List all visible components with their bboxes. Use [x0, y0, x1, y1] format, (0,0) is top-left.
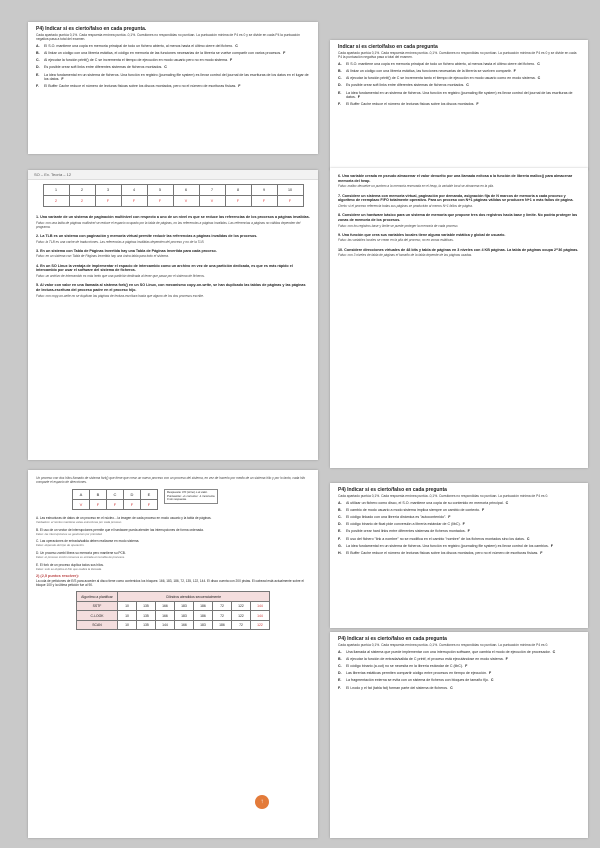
option-text — [346, 650, 580, 654]
vf-answer-table — [72, 489, 158, 510]
answer-explanation: Falso: solo se duplica el hilo que realiza la llamada. — [36, 566, 102, 571]
option-item — [338, 657, 580, 661]
option-item — [338, 501, 580, 505]
option-answer: F — [482, 508, 485, 513]
answer-explanation: Falso: con una tabla de páginas multinivel se reduce el espacio ocupado por la tabla de páginas, no las referencias a páginas invalidas. Las referencias a páginas no válidas dependen del programa. — [36, 220, 301, 229]
option-letter: C. — [338, 664, 342, 669]
scoring-legend — [164, 489, 218, 504]
table-cell: 10 — [118, 611, 137, 621]
option-statement: El i-nodo y el fat (tabla fat) forman parte del sistema de ficheros. — [346, 685, 449, 690]
viewer-toolbar[interactable]: SO – Ex. Teoría – 12 — [28, 170, 318, 180]
option-statement: El código binario (a.out) no se necesita en la librería estándar de C (libC). — [346, 664, 464, 669]
option-letter: G. — [338, 543, 342, 548]
option-item — [338, 664, 580, 668]
option-item — [36, 44, 310, 48]
grid-number: 10 — [277, 185, 303, 196]
answer-explanation: Falso: depende del tipo de operación. — [36, 543, 85, 548]
option-statement: Es posible crear soft links entre diferentes sistemas de ficheros montados. — [346, 83, 465, 88]
options-list — [338, 501, 580, 555]
option-item — [338, 102, 580, 106]
answer-explanation: Falso: las variables locales se crean en la pila del proceso, no en zonas estáticas. — [338, 238, 454, 243]
option-text — [44, 44, 310, 48]
option-letter: F. — [338, 536, 341, 541]
option-text — [44, 65, 310, 69]
option-answer: F — [462, 522, 465, 527]
table-cell: 10 — [118, 620, 137, 630]
option-answer: C — [450, 685, 453, 690]
options-list — [36, 44, 310, 88]
option-statement: Al ejecutar la función de entrada/salida de C printf, el proceso está ejecutándose en modo sistema. — [346, 657, 504, 662]
option-text — [346, 508, 580, 512]
option-answer: F — [489, 671, 492, 676]
question-text: 2. La TLB es un sistema con paginación y memoria virtual permite reducir las referencias a páginas invalidas de los procesos. — [36, 233, 258, 238]
option-letter: B. — [36, 51, 40, 56]
grid-number: 2 — [69, 185, 95, 196]
option-statement: El Buffer Cache reduce el número de lecturas físicas sobre los discos montados, pero no el número de escrituras físicas. — [44, 84, 237, 89]
option-text — [346, 91, 580, 100]
option-answer: F — [357, 95, 360, 100]
option-answer: F — [505, 657, 508, 662]
table-cell: 122 — [251, 620, 270, 630]
option-text — [346, 657, 580, 661]
question-text: E. El fork de un proceso duplica todos sus hilos. — [36, 562, 104, 567]
table-row — [77, 601, 270, 611]
vf-header: E — [141, 490, 158, 500]
section-title: 2) (2,5 puntos resolver): — [36, 574, 80, 579]
table-cell: 122 — [232, 601, 251, 611]
option-letter: C. — [338, 515, 342, 520]
option-answer: C — [235, 44, 238, 49]
question-text: B. El uso de un vector de interrupciones permite que el hardware pueda atender las interrupciones de forma ordenada. — [36, 527, 204, 532]
option-answer: F — [467, 529, 470, 534]
option-item — [36, 73, 310, 82]
grid-number: 9 — [251, 185, 277, 196]
table-row — [77, 620, 270, 630]
option-statement: Es posible crear soft links entre diferentes sistemas de ficheros montados. — [44, 65, 163, 70]
option-item — [36, 51, 310, 55]
option-answer: C — [505, 501, 509, 506]
option-text — [346, 515, 580, 519]
option-statement: Al linkar un código con una librería estática, el código en memoria de las funciones necesarias de la librería se vuelve compartir con varios procesos. — [44, 51, 282, 56]
table-header: Algoritmo a planificar — [77, 592, 118, 602]
grid-number: 3 — [95, 185, 121, 196]
exam-sheet-1 — [28, 22, 318, 154]
option-statement: La fragmentación externa se evita con un sistema de ficheros con bloques de tamaño fijo. — [346, 678, 489, 683]
option-letter: D. — [338, 83, 342, 88]
answer-explanation: Falso: las interrupciones se gestionan por prioridad. — [36, 531, 103, 536]
option-letter: D. — [36, 65, 40, 70]
question-text: 8. Considere un hardware básico para un sistema de memoria que propone tres dos registros hacia base y límite. No podría proteger las zonas de memoria de los procesos. — [338, 213, 578, 222]
answer-explanation: Falso: en un sistema con Tabla de Páginas Invertida hay una única tabla para todo el sistema. — [36, 254, 169, 259]
question-text: 7. Considere un sistema con memoria virtual, paginación por demanda, asignación fija de N marcos de memoria a cada proceso y algoritmo de reemplazo FIFO totalmente operativo. Para un proceso con N+1 páginas válidas se producen N+1 o más fallos de página. — [338, 193, 574, 203]
option-item — [338, 671, 580, 675]
option-letter: F. — [338, 102, 341, 107]
legend-line: Puntuación: +1 correcta / -1 incorrecta — [167, 493, 215, 498]
vf-header: B — [90, 490, 107, 500]
option-text — [346, 62, 580, 66]
option-answer: F — [238, 84, 241, 89]
option-answer: C — [552, 650, 556, 655]
options-list — [338, 650, 580, 690]
sheet-intro: Cada apartado puntúa 0,1%. Cada respuesta errónea puntúa -0,1%. Cuestiones no respondidas no puntúan. La puntuación mínima de P4 es 0 y se divide en cada P4 la puntuación negativa pasa a total del examen. — [36, 33, 300, 42]
vf-value: F — [90, 500, 107, 510]
answer-explanation: Falso: con los registros base y límite se puede proteger la memoria de cada proceso. — [338, 223, 459, 228]
option-answer: F — [540, 550, 543, 555]
grid-answer: V — [199, 196, 225, 207]
option-text — [346, 664, 580, 668]
answer-explanation: Falso: con copy-on-write no se duplican las páginas de lectura-escritura hasta que alguno de los dos procesos escribe. — [36, 293, 204, 298]
option-letter: B. — [338, 508, 342, 513]
grid-number: 4 — [121, 185, 147, 196]
table-cell: 183 — [194, 620, 213, 630]
option-answer: C — [164, 65, 167, 70]
option-text — [346, 671, 580, 675]
option-statement: El Buffer Cache reduce el número de lecturas físicas sobre los discos montados. — [346, 102, 475, 107]
vf-header: A — [73, 490, 90, 500]
option-answer: F — [550, 543, 553, 548]
option-item — [338, 76, 580, 80]
grid-number: 8 — [225, 185, 251, 196]
legend-line: 0 sin respuesta. — [167, 497, 187, 502]
question-text: 6. Una variable creada en pseudo almacenar el valor devuelto por una llamada exitosa a la función de librería malloc() para almacenar memoria del heap. — [338, 174, 573, 183]
option-letter: A. — [338, 650, 342, 655]
grid-number: 6 — [173, 185, 199, 196]
option-item — [338, 537, 580, 541]
option-item — [36, 58, 310, 62]
question-text: D. Un proceso zombi libera su memoria pero mantiene su PCB. — [36, 551, 126, 556]
row-label: SSTF — [77, 601, 118, 611]
option-text — [44, 58, 310, 62]
option-letter: D. — [338, 671, 342, 676]
row-label: SCAN — [77, 620, 118, 630]
sheet-intro: Cada apartado puntúa 0,1%. Cada respuesta errónea puntúa -0,1%. Cuestiones no respondidas no puntúan. La puntuación mínima de P4 es 0. — [338, 494, 549, 498]
option-answer: F — [61, 77, 64, 82]
table-row — [77, 611, 270, 621]
option-letter: E. — [338, 529, 342, 534]
vf-header: D — [124, 490, 141, 500]
option-answer: F — [465, 664, 468, 669]
scroll-top-button[interactable]: ↑ — [255, 795, 269, 809]
option-item — [338, 62, 580, 66]
grid-answer: F — [121, 196, 147, 207]
vf-value: F — [141, 500, 158, 510]
option-text — [346, 83, 580, 87]
option-text — [44, 84, 310, 88]
table-cell: 135 — [137, 601, 156, 611]
option-text — [44, 51, 310, 55]
option-statement: El código binario de float pide conversión a librería estándar de C (libC). — [346, 522, 461, 527]
answer-explanation: Falso: un archivo de intercambio es más lento que una partición dedicada al tener que pasar por el sistema de ficheros. — [36, 274, 205, 279]
option-text — [346, 551, 580, 555]
option-statement: El Buffer Cache reduce el número de lecturas físicas sobre los discos montados, pero no el número de escrituras físicas. — [346, 550, 539, 555]
grid-number: 5 — [147, 185, 173, 196]
grid-answer: F — [147, 196, 173, 207]
option-answer: C — [526, 536, 530, 541]
option-answer: C — [537, 62, 540, 67]
answer-explanation: Cierto: si el proceso referencia todas sus páginas se producirán al menos N+1 fallos de página. — [338, 204, 473, 209]
option-answer: F — [448, 515, 451, 520]
questions-list — [36, 516, 310, 571]
option-statement: El código linkado con una librería dinámica es "autocontenido". — [346, 515, 447, 520]
row-label: C-LOOK — [77, 611, 118, 621]
question-text: 9. Una función que crea sus variables locales tiene alguna variable estática y global de usuario. — [338, 232, 506, 237]
sheet-intro: Un proceso con dos hilos llamado de sistema fork() que tiene que crear un nuevo proceso con un proceso del sistema, en vez de hacerlo por medio de un sistema hilo y por lo tanto, cada hilo comparte el espacio de direcciones. — [36, 476, 306, 485]
disk-schedule-table — [76, 591, 270, 630]
question-text: 5. Al valor con valor en una llamada al sistema fork() en un SO Linux, con mecanismo copy-on-write, se han duplicado las tablas de páginas y las páginas de lectura-escritura del proceso padre en el proceso hijo. — [36, 283, 306, 292]
question-text: 4. En un SO Linux la ventaja de implementar el espacio de intercambio como un archivo en vez de una partición dedicada, es que es más rápido el intercambio por usar el software del sistema de ficheros. — [36, 263, 293, 273]
option-answer: F — [229, 58, 233, 63]
option-item — [338, 678, 580, 682]
table-cell: 186 — [194, 601, 213, 611]
option-answer: C — [537, 76, 541, 81]
option-text — [346, 544, 580, 548]
option-text — [346, 102, 580, 106]
questions-list — [36, 215, 310, 298]
option-item — [36, 65, 310, 69]
table-cell: 72 — [213, 601, 232, 611]
vf-header: C — [107, 490, 124, 500]
option-statement: Una llamada al sistema que puede implementar con una interrupción software, que cambia el modo de ejecución de procesador. — [346, 650, 551, 655]
option-text — [346, 501, 580, 505]
option-item — [338, 515, 580, 519]
answer-explanation: Falso: malloc devuelve un puntero a la memoria reservada en el heap, la variable local se almacena en la pila. — [338, 184, 494, 189]
option-statement: El S.O. mantiene una copia en memoria principal de todo un fichero abierto, al menos hasta el último cierre del fichero. — [44, 44, 234, 49]
table-cell: 144 — [251, 611, 270, 621]
option-statement: Las librerías estáticas permiten compartir código entre procesos en tiempo de ejecución. — [346, 671, 488, 676]
table-cell: 144 — [156, 620, 175, 630]
option-answer: F — [283, 51, 286, 56]
option-letter: E. — [338, 678, 342, 683]
table-cell: 135 — [137, 620, 156, 630]
grid-number: 7 — [199, 185, 225, 196]
table-cell: 72 — [232, 620, 251, 630]
option-text — [346, 537, 580, 541]
sheet-title: P4) Indicar si es cierto/falso en cada pregunta — [338, 636, 447, 642]
sheet-title: Indicar si es cierto/falso en cada pregunta — [338, 44, 438, 50]
table-cell: 122 — [232, 611, 251, 621]
option-answer: C — [466, 83, 469, 88]
options-list — [338, 62, 580, 106]
grid-answer: F — [277, 196, 303, 207]
legend-line: Respuesta: V/F (sí/no) o el valor. — [167, 490, 208, 495]
option-answer: C — [490, 678, 494, 683]
option-text — [346, 529, 580, 533]
option-statement: Al utilizar un fichero como disco, el S.O. mantiene una copia de su contenido en memoria principal. — [346, 501, 504, 506]
option-letter: H. — [338, 550, 342, 555]
option-item — [338, 83, 580, 87]
vf-value: F — [124, 500, 141, 510]
exam-sheet-4 — [330, 168, 588, 468]
grid-answer: F — [225, 196, 251, 207]
exam-sheet-7 — [330, 632, 588, 838]
table-cell: 186 — [213, 620, 232, 630]
option-letter: F. — [36, 84, 39, 89]
table-cell: 183 — [175, 601, 194, 611]
section-intro: La cola de peticiones de E/S para acceder al disco tiene como contenidos los bloques: 166, 183, 186, 72, 135, 122, 144. El disco cuenta con 200 pistas. El cabezal está actualmente sobre el bloque 100 y la última petición fue al 90. — [36, 579, 304, 588]
option-statement: La idea fundamental en un sistema de ficheros. Una función en registro (journaling file system) es llevar control de los cambios. — [346, 543, 549, 548]
option-statement: Es posible crear hard links entre diferentes sistemas de ficheros montados. — [346, 529, 466, 534]
option-item — [338, 508, 580, 512]
sheet-title: P4) Indicar si es cierto/falso en cada pregunta. — [36, 26, 147, 32]
option-letter: F. — [338, 685, 341, 690]
option-item — [338, 686, 580, 690]
question-text: A. Las estructuras de datos de un proceso en el núcleo... la imagen de cada proceso en modo usuario y la tabla de páginas. — [36, 516, 212, 521]
option-text — [346, 522, 580, 526]
option-item — [338, 91, 580, 100]
sheet-intro: Cada apartado puntúa 0,1%. Cada respuesta errónea puntúa -0,1%. Cuestiones no respondidas no puntúan. La puntuación mínima de P4 es 0. — [338, 643, 549, 647]
option-answer: F — [476, 102, 479, 107]
table-cell: 166 — [156, 601, 175, 611]
sheet-title: P4) Indicar si es cierto/falso en cada pregunta — [338, 487, 447, 493]
question-text: C. Las operaciones de entrada/salida deben realizarse en modo sistema. — [36, 539, 140, 544]
option-item — [338, 650, 580, 654]
option-text — [346, 686, 580, 690]
option-letter: C. — [36, 58, 40, 63]
option-statement: La idea fundamental en un sistema de ficheros. Una función en registro (journaling file system) es llevar control del journal de las escrituras de datos. — [346, 90, 573, 100]
table-cell: 166 — [156, 611, 175, 621]
option-text — [346, 678, 580, 682]
option-letter: A. — [36, 44, 40, 49]
option-statement: Al linkar un código con una librería estática, las funciones necesarias de la librería se vuelven compartir. — [346, 69, 512, 74]
option-letter: E. — [338, 90, 342, 95]
option-letter: E. — [36, 72, 40, 77]
option-letter: A. — [338, 501, 342, 506]
exam-sheet-3 — [28, 170, 318, 460]
option-statement: Al ejecutar la función printf() de C se incrementa el tiempo de ejecución en modo usuario pero no en modo sistema. — [44, 58, 228, 63]
table-cell: 72 — [213, 611, 232, 621]
answer-explanation: Falso: la TLB es una cache de traducciones. Las referencias a páginas inválidas dependen del proceso y no de la TLB. — [36, 239, 205, 244]
option-statement: El S.O. mantiene una copia en memoria principal de todo un fichero abierto, al menos hasta el último cierre del fichero. — [346, 62, 536, 67]
option-letter: B. — [338, 657, 342, 662]
question-text: 3. En un sistema con Tabla de Páginas Invertida hay una Tabla de Páginas Invertida para cada proceso. — [36, 248, 217, 253]
table-cell: 186 — [194, 611, 213, 621]
grid-answer: F — [251, 196, 277, 207]
table-cell: 183 — [175, 611, 194, 621]
table-cell: 135 — [137, 611, 156, 621]
vf-value: F — [107, 500, 124, 510]
option-statement: Al ejecutar la función printf() de C se incrementa tanto el tiempo de ejecución en modo usuario como en modo sistema. — [346, 76, 536, 81]
option-item — [338, 522, 580, 526]
option-answer: F — [513, 69, 516, 74]
option-item — [36, 84, 310, 88]
exam-sheet-5 — [330, 483, 588, 628]
exam-sheet-2 — [330, 40, 588, 170]
sheet-intro: Cada apartado puntúa 0,1%. Cada respuesta errónea puntúa -0,1%. Cuestiones no respondidas no puntúan. La puntuación mínima de P4 es 0 y se divide en cada P4 la puntuación negativa pasa a total del examen. — [338, 51, 577, 60]
questions-list — [338, 174, 580, 257]
answer-grid — [43, 184, 304, 207]
option-letter: B. — [338, 69, 342, 74]
question-text: 1. Una variante de un sistema de paginación multinivel con respecto a uno de un nivel es que se reduce las referencias de los procesos a páginas invalidas. — [36, 215, 310, 219]
grid-answer: V — [173, 196, 199, 207]
option-statement: El cambio de modo usuario a modo sistema implica siempre un cambio de contexto. — [346, 508, 481, 513]
option-item — [338, 529, 580, 533]
grid-answer: 2 — [43, 196, 69, 207]
table-cell: 144 — [251, 601, 270, 611]
option-letter: A. — [338, 62, 342, 67]
grid-answer: 2 — [69, 196, 95, 207]
answer-explanation: Falso: con 3 niveles de tabla de páginas el tamaño de la tabla depende de las páginas usadas. — [338, 253, 473, 258]
option-statement: El uso del fichero "link a nombre" no se modifica en el cambio "nombre" de los ficheros montados sino los datos. — [346, 536, 525, 541]
option-text — [44, 73, 310, 82]
option-letter: D. — [338, 522, 342, 527]
table-header: Cilindros atendidos secuencialmente — [118, 592, 270, 602]
table-cell: 10 — [118, 601, 137, 611]
exam-sheet-6 — [28, 470, 318, 838]
answer-explanation: Verdadero: el núcleo mantiene estas estructuras por cada proceso. — [36, 520, 123, 525]
grid-answer: F — [95, 196, 121, 207]
option-letter: C. — [338, 76, 342, 81]
option-item — [338, 544, 580, 548]
question-text: 10. Considere direcciones virtuales de 48 bits y tabla de páginas en 3 niveles con 4 KB páginas. La tabla de páginas ocupa 2^36 páginas. — [338, 247, 579, 252]
option-statement: La idea fundamental en un sistema de ficheros. Una función en registro (journaling file system) es llevar control del journal de las escrituras de los datos en el lugar de los datos. — [44, 72, 309, 82]
option-text — [346, 69, 580, 73]
option-text — [346, 76, 580, 80]
option-item — [338, 69, 580, 73]
vf-value: V — [73, 500, 90, 510]
grid-number: 1 — [43, 185, 69, 196]
table-cell: 166 — [175, 620, 194, 630]
option-item — [338, 551, 580, 555]
answer-explanation: Falso: el proceso zombi conserva su entrada en la tabla de procesos. — [36, 555, 126, 560]
